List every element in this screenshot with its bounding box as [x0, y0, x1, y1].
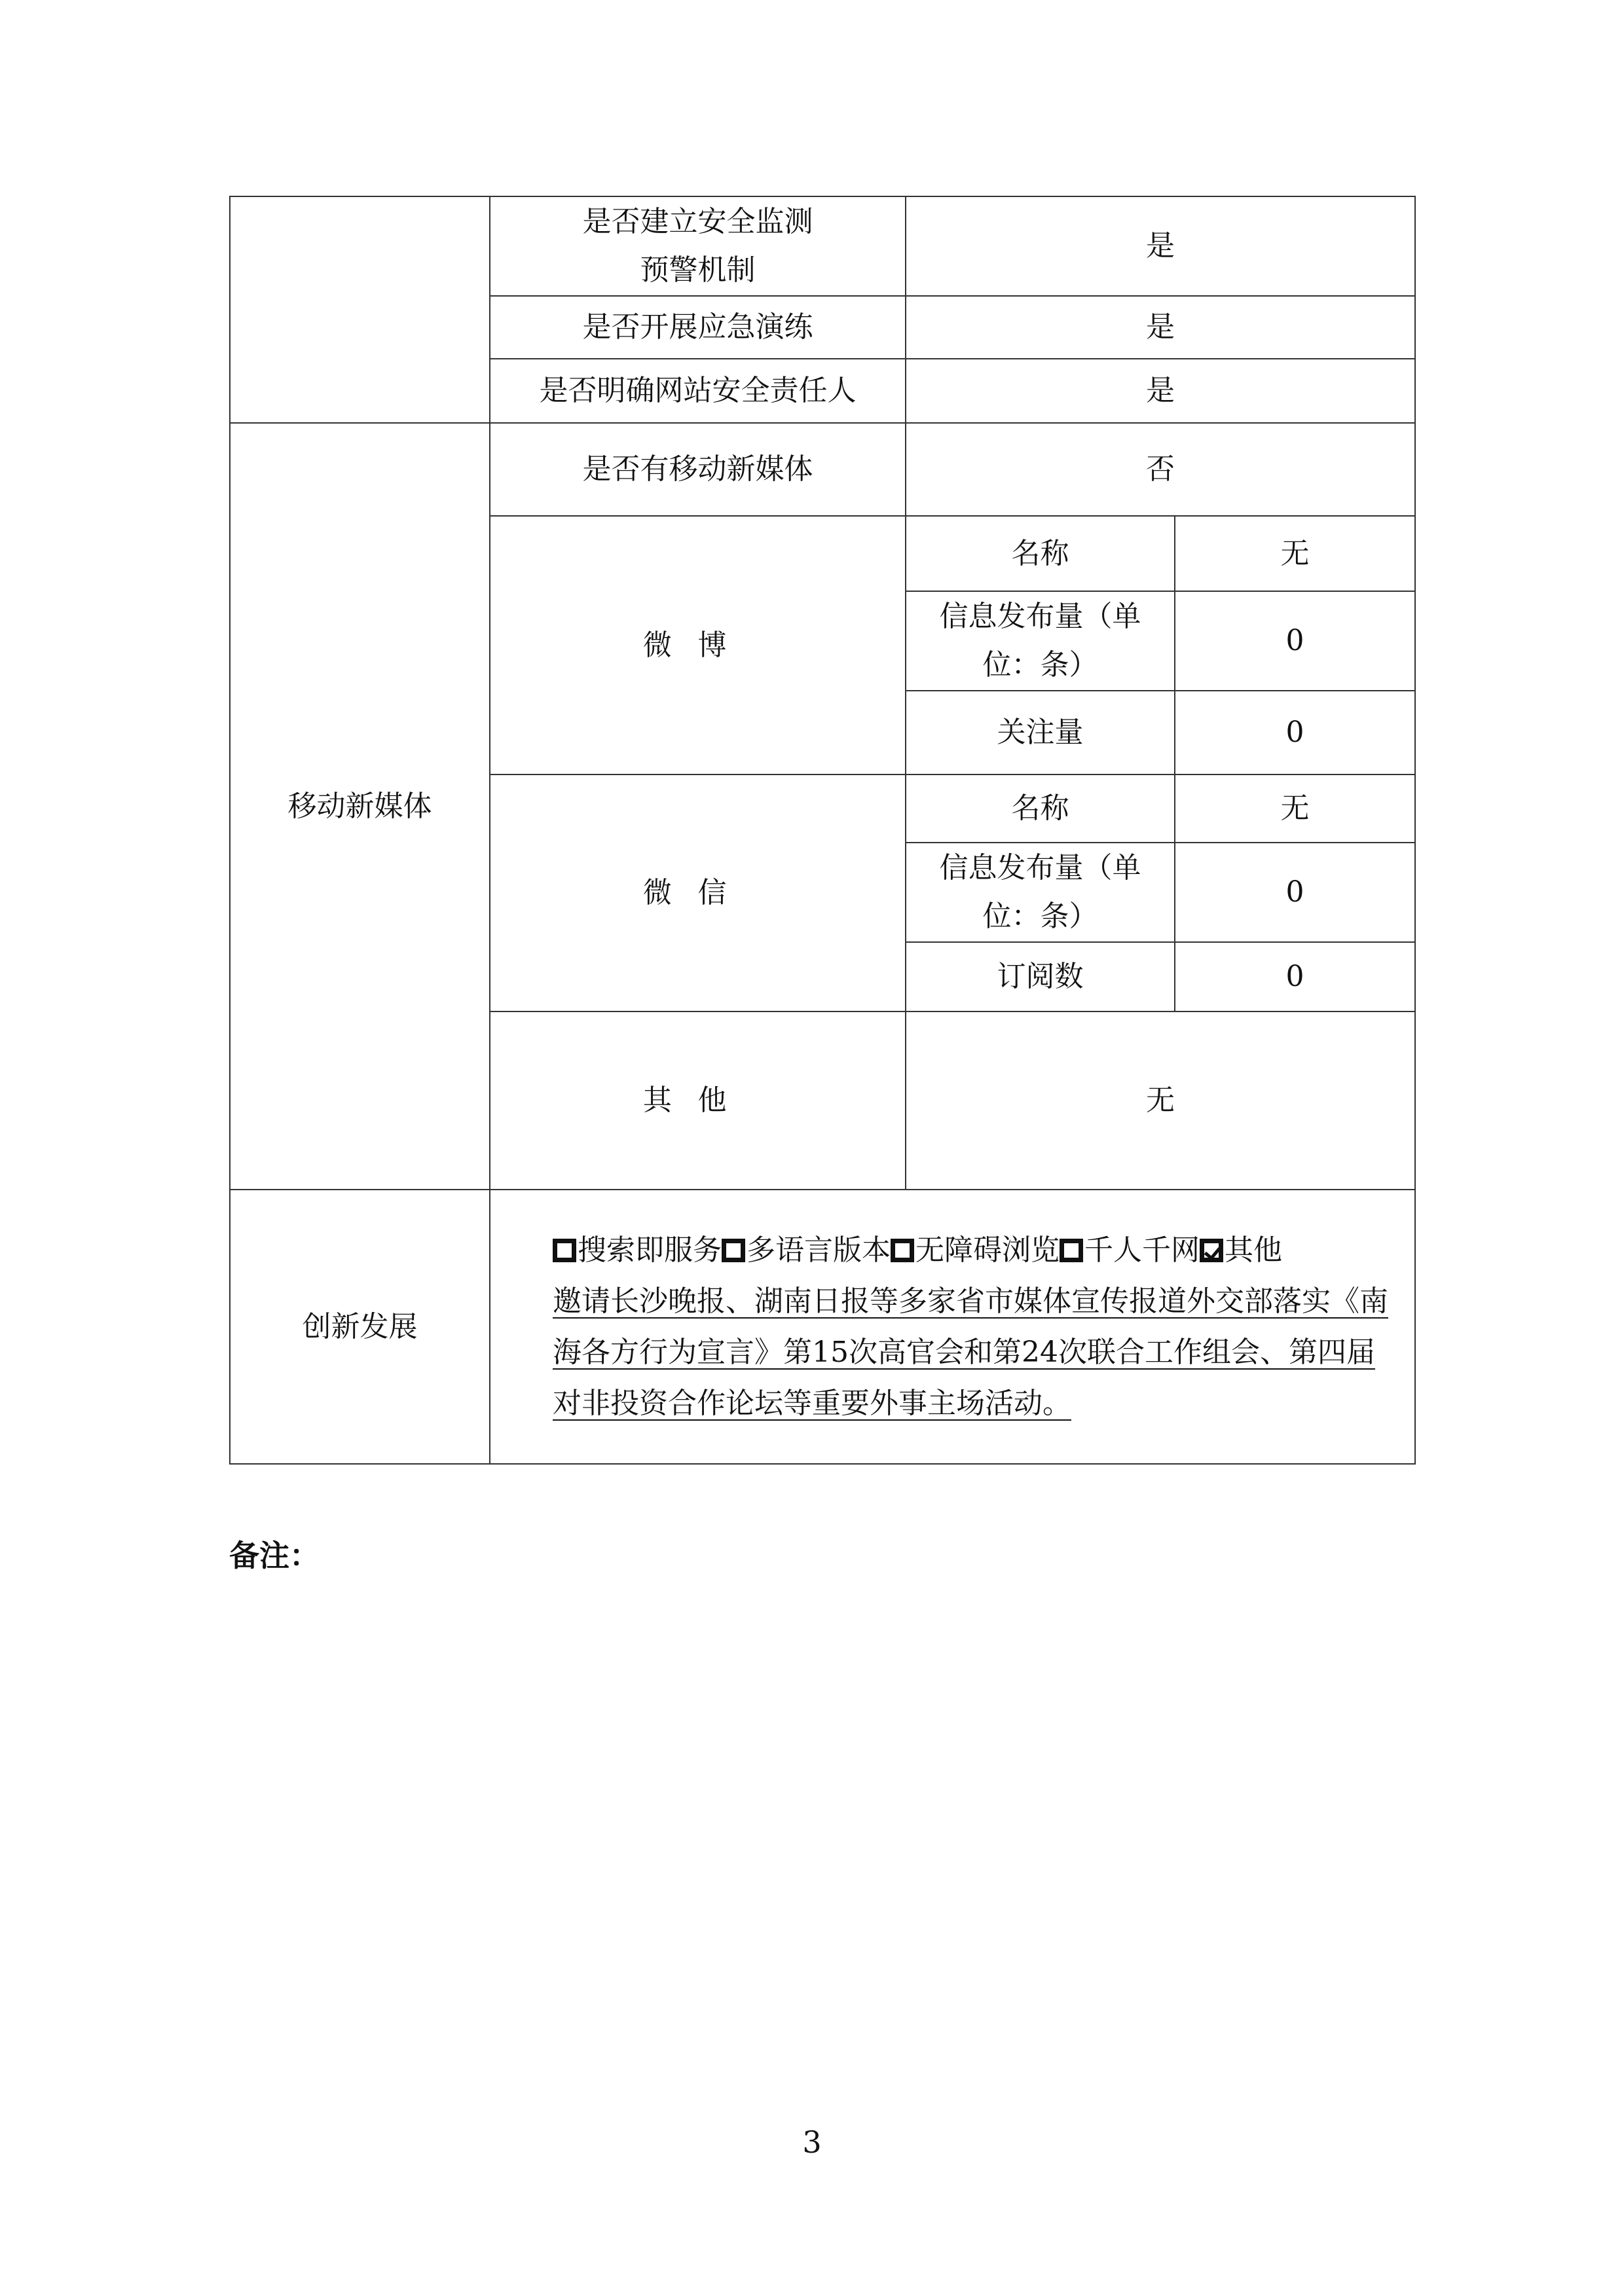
- report-table: [229, 196, 1416, 1465]
- innovation-option-label: 其他: [1225, 1233, 1282, 1267]
- wechat-posts-value: 0: [1175, 843, 1415, 942]
- has-mobile-media-question: 是否有移动新媒体: [490, 423, 906, 516]
- security-owner-answer: 是: [906, 359, 1415, 423]
- weibo-label: 微博: [490, 516, 906, 774]
- innovation-option-label: 多语言版本: [747, 1233, 891, 1267]
- other-media-label: 其他: [490, 1011, 906, 1190]
- weibo-posts-label: 信息发布量（单位：条）: [906, 591, 1175, 691]
- wechat-name-value: 无: [1175, 774, 1415, 843]
- innovation-content: [490, 1190, 1415, 1464]
- checkbox-icon[interactable]: [1060, 1239, 1083, 1262]
- wechat-label: 微信: [490, 774, 906, 1011]
- security-owner-question: 是否明确网站安全责任人: [490, 359, 906, 423]
- security-monitoring-question: 是否建立安全监测预警机制: [490, 196, 906, 296]
- checkbox-icon[interactable]: [722, 1239, 745, 1262]
- security-monitoring-answer: 是: [906, 196, 1415, 296]
- innovation-option-label: 千人千网: [1084, 1233, 1200, 1267]
- checkbox-icon[interactable]: [553, 1239, 576, 1262]
- innovation-option-label: 无障碍浏览: [915, 1233, 1060, 1267]
- remarks-label: 备注：: [229, 1538, 320, 1573]
- page-number: 3: [802, 2124, 822, 2160]
- innovation-option: [1060, 1233, 1200, 1267]
- has-mobile-media-answer: 否: [906, 423, 1415, 516]
- weibo-followers-value: 0: [1175, 691, 1415, 774]
- innovation-option: [553, 1233, 722, 1267]
- weibo-followers-label: 关注量: [906, 691, 1175, 774]
- innovation-option-label: 搜索即服务: [578, 1233, 722, 1267]
- wechat-subscribers-value: 0: [1175, 942, 1415, 1011]
- mobile-media-section-label: 移动新媒体: [230, 423, 490, 1190]
- wechat-posts-label: 信息发布量（单位：条）: [906, 843, 1175, 942]
- other-media-value: 无: [906, 1011, 1415, 1190]
- innovation-option: [1200, 1233, 1282, 1267]
- wechat-name-label: 名称: [906, 774, 1175, 843]
- checked-checkbox-icon[interactable]: [1200, 1239, 1223, 1262]
- weibo-posts-value: 0: [1175, 591, 1415, 691]
- innovation-other-description: 邀请长沙晚报、湖南日报等多家省市媒体宣传报道外交部落实《南海各方行为宣言》第15次高官会和第24次联合工作组会、第四届对非投资合作论坛等重要外事主场活动。: [553, 1284, 1388, 1420]
- emergency-drill-question: 是否开展应急演练: [490, 296, 906, 359]
- checkbox-icon[interactable]: [891, 1239, 914, 1262]
- security-section-cell: [230, 196, 490, 423]
- innovation-option: [722, 1233, 891, 1267]
- innovation-option: [891, 1233, 1060, 1267]
- emergency-drill-answer: 是: [906, 296, 1415, 359]
- innovation-section-label: 创新发展: [230, 1190, 490, 1464]
- weibo-name-label: 名称: [906, 516, 1175, 591]
- wechat-subscribers-label: 订阅数: [906, 942, 1175, 1011]
- innovation-options: [553, 1225, 1401, 1276]
- weibo-name-value: 无: [1175, 516, 1415, 591]
